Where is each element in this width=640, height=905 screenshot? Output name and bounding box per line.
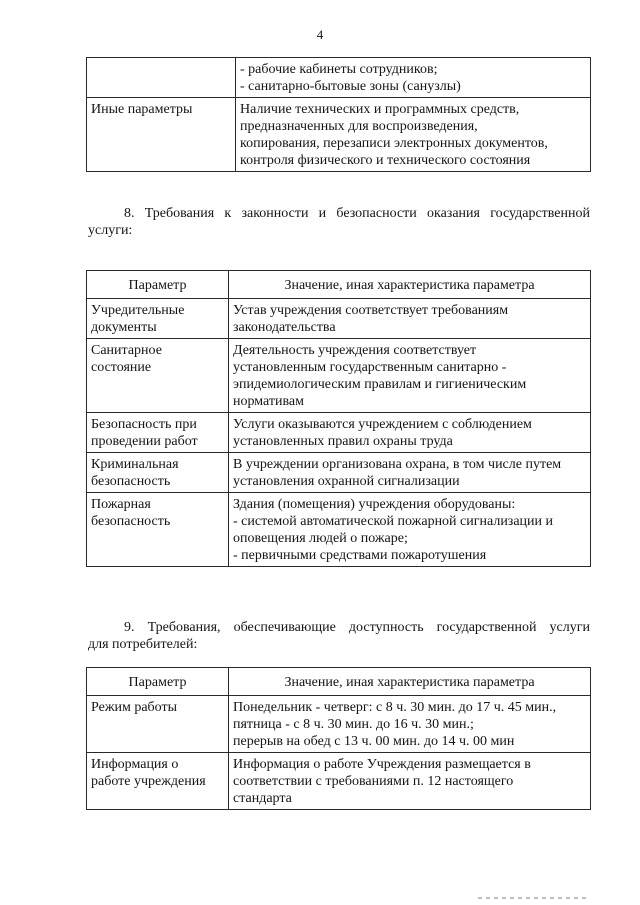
cell-line: оповещения людей о пожаре; bbox=[233, 531, 408, 546]
page-number: 4 bbox=[316, 27, 324, 42]
table-top-continued bbox=[86, 57, 591, 172]
cell-line: эпидемиологическим правилам и гигиеническим bbox=[233, 377, 527, 392]
cell-line: Безопасность при bbox=[91, 417, 197, 432]
column-header-parameter: Параметр bbox=[87, 271, 229, 299]
parameter-cell bbox=[87, 493, 229, 567]
cell-line: безопасность bbox=[91, 514, 171, 529]
cell-line: Иные параметры bbox=[91, 102, 193, 117]
section-9-table-body bbox=[87, 696, 591, 810]
cell-line: Услуги оказываются учреждением с соблюдением bbox=[233, 417, 532, 432]
table-row bbox=[87, 339, 591, 413]
cell-line: проведении работ bbox=[91, 434, 198, 449]
cell-line: Криминальная bbox=[91, 457, 179, 472]
value-cell bbox=[236, 58, 591, 98]
value-cell bbox=[229, 413, 591, 453]
section-8-table-header-row bbox=[87, 271, 591, 299]
parameter-cell bbox=[87, 339, 229, 413]
cell-line: законодательства bbox=[233, 320, 336, 335]
parameter-cell bbox=[87, 453, 229, 493]
cell-line: нормативам bbox=[233, 394, 305, 409]
cell-line: установления охранной сигнализации bbox=[233, 474, 460, 489]
column-header-parameter: Параметр bbox=[87, 668, 229, 696]
parameter-cell bbox=[87, 753, 229, 810]
section-9-table-header-row bbox=[87, 668, 591, 696]
value-cell bbox=[236, 98, 591, 172]
table-row bbox=[87, 493, 591, 567]
cell-line: Учредительные bbox=[91, 303, 185, 318]
cell-line: Пожарная bbox=[91, 497, 151, 512]
cell-line: Деятельность учреждения соответствует bbox=[233, 343, 477, 358]
table-row bbox=[87, 299, 591, 339]
parameter-cell bbox=[87, 98, 236, 172]
value-cell bbox=[229, 696, 591, 753]
cell-line: стандарта bbox=[233, 791, 292, 806]
section-8-heading bbox=[88, 205, 590, 239]
cell-line: документы bbox=[91, 320, 157, 335]
value-cell bbox=[229, 493, 591, 567]
value-cell bbox=[229, 299, 591, 339]
table-row bbox=[87, 453, 591, 493]
cell-line: Понедельник - четверг: с 8 ч. 30 мин. до 17 ч. 45 мин., bbox=[233, 700, 557, 715]
cell-line: Информация о bbox=[91, 757, 179, 772]
section-9-heading bbox=[88, 619, 590, 653]
cell-line: копирования, перезаписи электронных документов, bbox=[240, 136, 548, 151]
cell-line: установленных правил охраны труда bbox=[233, 434, 453, 449]
cell-line: пятница - с 8 ч. 30 мин. до 16 ч. 30 мин.; bbox=[233, 717, 474, 732]
cell-line: предназначенных для воспроизведения, bbox=[240, 119, 478, 134]
cell-line: работе учреждения bbox=[91, 774, 206, 789]
section-8-table bbox=[86, 270, 591, 567]
cell-line: Режим работы bbox=[91, 700, 178, 715]
value-cell bbox=[229, 753, 591, 810]
cell-line: контроля физического и технического состояния bbox=[240, 153, 531, 168]
section-8-heading-line2: услуги: bbox=[88, 223, 133, 238]
section-9-heading-line1: 9. Требования, обеспечивающие доступность государственной услуги bbox=[124, 620, 590, 635]
cell-line: безопасность bbox=[91, 474, 171, 489]
cell-line: Устав учреждения соответствует требованиям bbox=[233, 303, 509, 318]
table-row bbox=[87, 753, 591, 810]
column-header-value: Значение, иная характеристика параметра bbox=[229, 668, 591, 696]
cell-line: Наличие технических и программных средств, bbox=[240, 102, 520, 117]
parameter-cell bbox=[87, 58, 236, 98]
cell-line: - рабочие кабинеты сотрудников; bbox=[240, 62, 438, 77]
section-8-table-body bbox=[87, 299, 591, 567]
section-9-heading-line2: для потребителей: bbox=[88, 637, 198, 652]
cell-line: - системой автоматической пожарной сигнализации и bbox=[233, 514, 554, 529]
cell-line: Здания (помещения) учреждения оборудованы: bbox=[233, 497, 516, 512]
section-8-heading-line1: 8. Требования к законности и безопасности оказания государственной bbox=[124, 206, 590, 221]
parameter-cell bbox=[87, 413, 229, 453]
value-cell bbox=[229, 453, 591, 493]
table-row bbox=[87, 413, 591, 453]
cell-line: В учреждении организована охрана, в том числе путем bbox=[233, 457, 562, 472]
table-row bbox=[87, 58, 591, 98]
cell-line: - санитарно-бытовые зоны (санузлы) bbox=[240, 79, 461, 94]
scan-artifact bbox=[478, 897, 588, 899]
table-row bbox=[87, 98, 591, 172]
value-cell bbox=[229, 339, 591, 413]
section-9-table bbox=[86, 667, 591, 810]
parameter-cell bbox=[87, 696, 229, 753]
cell-line: - первичными средствами пожаротушения bbox=[233, 548, 487, 563]
cell-line: Информация о работе Учреждения размещается в bbox=[233, 757, 531, 772]
cell-line: состояние bbox=[91, 360, 152, 375]
cell-line: перерыв на обед с 13 ч. 00 мин. до 14 ч. 00 мин bbox=[233, 734, 515, 749]
table-row bbox=[87, 696, 591, 753]
parameter-cell bbox=[87, 299, 229, 339]
table-top-body bbox=[87, 58, 591, 172]
cell-line: установленным государственным санитарно - bbox=[233, 360, 507, 375]
cell-line: Санитарное bbox=[91, 343, 162, 358]
cell-line: соответствии с требованиями п. 12 настоящего bbox=[233, 774, 514, 789]
column-header-value: Значение, иная характеристика параметра bbox=[229, 271, 591, 299]
